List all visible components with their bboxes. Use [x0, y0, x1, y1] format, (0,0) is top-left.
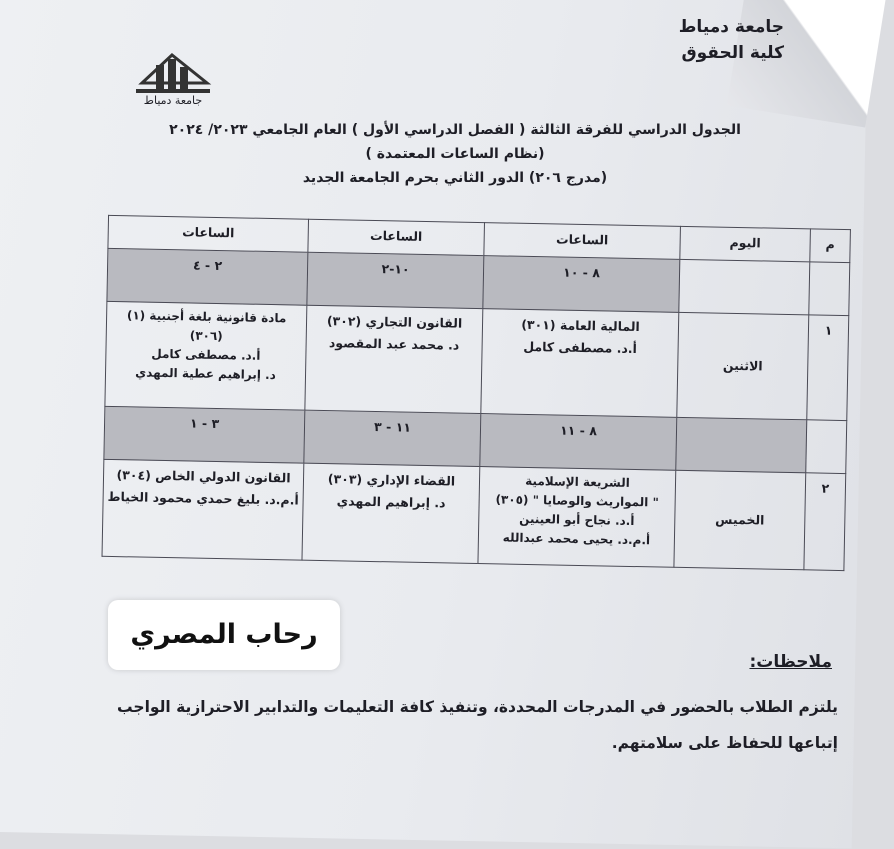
header-hours: الساعات — [308, 219, 485, 255]
course-cell: المالية العامة (٣٠١) أ.د. مصطفى كامل — [481, 309, 679, 418]
university-name: جامعة دمياط — [678, 17, 784, 37]
schedule-location: (مدرج ٢٠٦) الدور الثاني بحرم الجامعة الجديد — [302, 170, 608, 186]
institution-header — [679, 14, 784, 66]
day-cell: الاثنين — [677, 312, 809, 419]
header-hours: الساعات — [108, 215, 309, 252]
note-line: إتباعها للحفاظ على سلامتهم. — [611, 734, 838, 752]
header-num: م — [810, 229, 851, 263]
header-hours: الساعات — [484, 223, 681, 260]
time-slot: ٨ - ١١ — [480, 414, 677, 471]
table-row — [105, 301, 849, 420]
course-cell: مادة قانونية بلغة أجنبية (١) (٣٠٦) أ.د. مصطفى كامل د. إبراهيم عطية المهدي — [105, 301, 307, 410]
course-cell: القانون الدولي الخاص (٣٠٤) أ.م.د. بليغ حمدي محمود الخياط — [102, 459, 304, 560]
header-day: اليوم — [680, 226, 811, 261]
day-cell: الخميس — [674, 470, 806, 569]
time-slot: ٣ - ١ — [104, 406, 305, 463]
time-slot: ١١ - ٣ — [304, 410, 481, 466]
schedule-title: الجدول الدراسي للفرقة الثالثة ( الفصل الدراسي الأول ) العام الجامعي ٢٠٢٣/ ٢٠٢٤ — [169, 122, 741, 138]
name-watermark: رحاب المصري — [108, 600, 340, 670]
row-number: ٢ — [804, 473, 846, 571]
logo-caption: جامعة دمياط — [143, 94, 203, 107]
time-slot: ٢ - ٤ — [107, 248, 308, 305]
course-cell: القضاء الإداري (٣٠٣) د. إبراهيم المهدي — [302, 463, 480, 563]
time-slot: ٨ - ١٠ — [483, 256, 680, 313]
table-row — [102, 459, 846, 570]
notes-title: ملاحظات: — [749, 652, 832, 672]
schedule-system: (نظام الساعات المعتمدة ) — [365, 146, 545, 162]
note-line: يلتزم الطلاب بالحضور في المدرجات المحددة، وتنفيذ كافة التعليمات والتدابير الاحترازية الواجب — [117, 698, 838, 716]
time-slot: ١٠-٢ — [307, 252, 484, 308]
course-cell: الشريعة الإسلامية " المواريث والوصايا " (٣٠٥) أ.د. نجاح أبو العينين أ.م.د. يحيى محمد عبدالله — [478, 467, 676, 568]
schedule-table — [102, 215, 851, 571]
university-logo — [122, 45, 222, 123]
course-cell: القانون التجاري (٣٠٢) د. محمد عبد المقصود — [305, 305, 483, 413]
faculty-name: كلية الحقوق — [681, 43, 784, 63]
row-number: ١ — [807, 315, 849, 421]
